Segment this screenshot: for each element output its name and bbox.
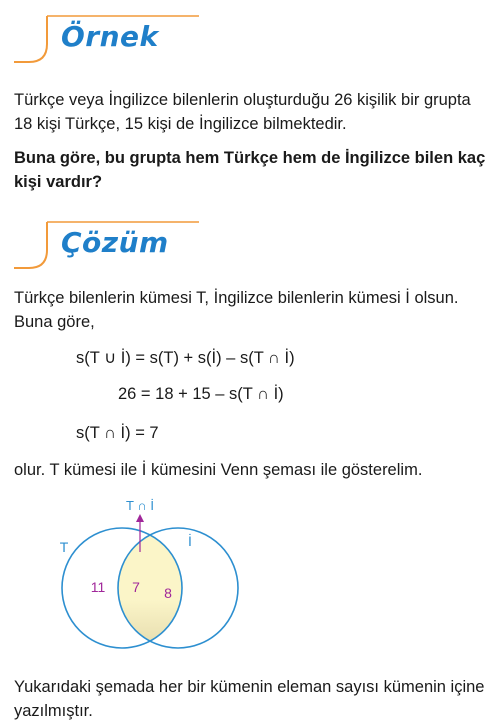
solution-header [14,220,494,270]
intersection-label: T ∩ İ [126,498,154,513]
equation-substitution: 26 = 18 + 15 – s(T ∩ İ) [118,385,284,403]
example-header [14,14,494,64]
both-count: 7 [132,579,140,595]
example-question: Buna göre, bu grupta hem Türkçe hem de İngilizce bilen kaç kişi vardır? [14,149,486,191]
equation-result: s(T ∩ İ) = 7 [76,424,159,442]
solution-after: olur. T kümesi ile İ kümesini Venn şeması ile gösterelim. [14,461,423,479]
arrow-up-icon [136,514,144,522]
example-title: Örnek [61,20,159,53]
solution-footer: Yukarıdaki şemada her bir kümenin eleman sayısı kümenin içine yazılmıştır. [14,678,485,720]
venn-diagram [40,498,240,658]
only-t-count: 11 [90,579,106,595]
equation-union: s(T ∪ İ) = s(T) + s(İ) – s(T ∩ İ) [76,349,295,367]
set-t-label: T [59,539,69,555]
set-i-label: İ [188,533,192,549]
solution-intro: Türkçe bilenlerin kümesi T, İngilizce bilenlerin kümesi İ olsun. Buna göre, [14,289,459,331]
only-i-count: 8 [164,585,172,601]
solution-title: Çözüm [61,226,169,259]
example-problem: Türkçe veya İngilizce bilenlerin oluşturduğu 26 kişilik bir grupta 18 kişi Türkçe, 15 kişi de İngilizce bilmektedir. [14,91,471,133]
